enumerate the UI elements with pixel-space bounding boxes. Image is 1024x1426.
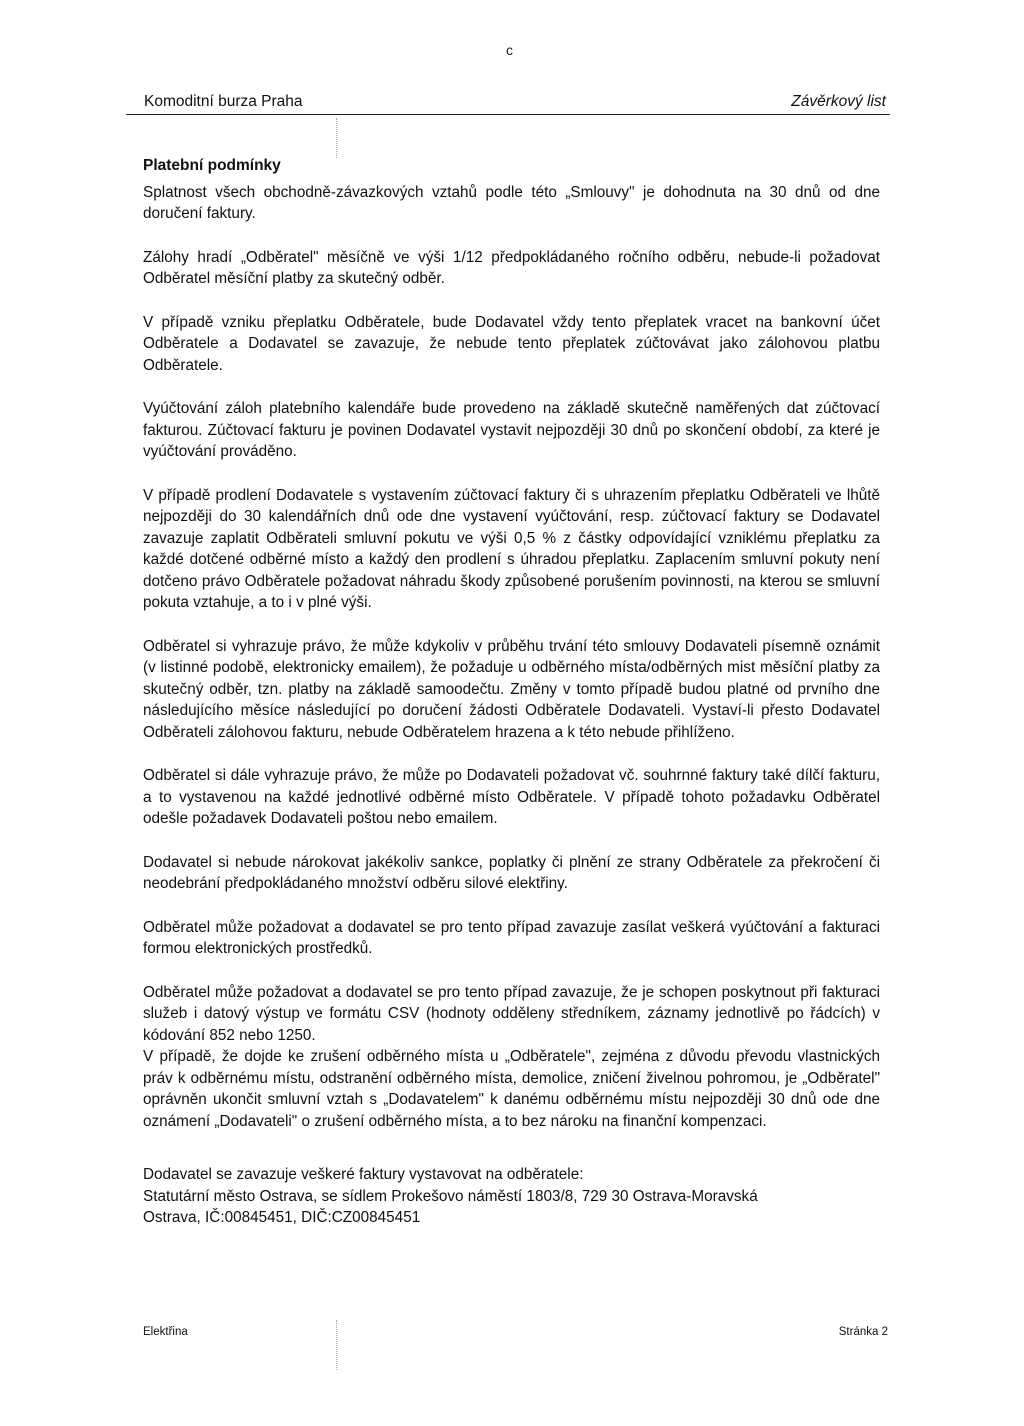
paragraph-payment-due: Splatnost všech obchodně-závazkových vztahů podle této „Smlouvy" je dohodnuta na 30 dnů od dne doručení faktury.: [143, 183, 880, 222]
scan-artifact-line: [336, 118, 337, 158]
header-right-text: Závěrkový list: [791, 93, 886, 110]
paragraph-advances: Zálohy hradí „Odběratel" měsíčně ve výši 1/12 předpokládaného ročního odběru, nebude-li požadovat Odběratel měsíční platby za skutečný odběr.: [143, 248, 880, 287]
scan-artifact-line: [336, 1320, 337, 1370]
section-title: Platební podmínky: [143, 157, 281, 174]
paragraph-monthly-payments: Odběratel si vyhrazuje právo, že může kdykoliv v průběhu trvání této smlouvy Dodavateli písemně oznámit (v listinné podobě, elektronicky emailem), že požaduje u odběrného místa/odběrných mist měsíční platby za skutečný odběr, tzn. platby na základě samoodečtu. Změny v tomto případě budou platné od prvního dne následujícího měsíce následující po doručení žádosti Odběratele Dodavateli. Vystaví-li přesto Dodavatel Odběrateli zálohovou fakturu, nebude Odběratelem hrazena a k této nebude přihlíženo.: [143, 637, 880, 741]
paragraph-no-sanctions: Dodavatel si nebude nárokovat jakékoliv sankce, poplatky či plnění ze strany Odběratele za překročení či neodebrání předpokládaného množství odběru silové elektřiny.: [143, 853, 880, 892]
paragraph-overpayment: V případě vzniku přeplatku Odběratele, bude Dodavatel vždy tento přeplatek vracet na bankovní účet Odběratele a Dodavatel se zavazuje, že nebude tento přeplatek zúčtovávat jako zálohovou platbu Odběratele.: [143, 313, 880, 374]
invoice-intro: Dodavatel se zavazuje veškeré faktury vystavovat na odběratele:: [143, 1166, 584, 1183]
invoice-address-block: [143, 1164, 880, 1229]
invoice-address-line: Statutární město Ostrava, se sídlem Prokešovo náměstí 1803/8, 729 30 Ostrava-Moravská: [143, 1187, 758, 1205]
paragraph-partial-invoices: Odběratel si dále vyhrazuje právo, že může po Dodavateli požadovat vč. souhrnné faktury také dílčí fakturu, a to vystavenou na každé jednotlivé odběrné místo Odběratele. V případě tohoto požadavku Odběratel odešle požadavek Dodavateli poštou nebo emailem.: [143, 767, 880, 827]
footer-page-number: Stránka 2: [838, 1326, 888, 1338]
document-body: [143, 155, 880, 1229]
paragraph-settlement: Vyúčtování záloh platebního kalendáře bude provedeno na základě skutečně naměřených dat zúčtovací fakturou. Zúčtovací fakturu je povinen Dodavatel vystavit nejpozději 30 dnů po skončení období, za které je vyúčtování prováděno.: [143, 400, 880, 460]
paragraph-csv-output: Odběratel může požadovat a dodavatel se pro tento případ zavazuje, že je schopen poskytnout při fakturaci služeb i datový výstup ve formátu CSV (hodnoty odděleny středníkem, záznamy jednotlivě po řádcích) v kódování 852 nebo 1250.: [143, 983, 880, 1044]
page-header: [126, 88, 890, 115]
footer-left-text: Elektřina: [143, 1326, 188, 1338]
paragraph-electronic-invoicing: Odběratel může požadovat a dodavatel se pro tento případ zavazuje zasílat veškerá vyúčtování a fakturaci formou elektronických prostředků.: [143, 918, 880, 957]
paragraph-termination: V případě, že dojde ke zrušení odběrného místa u „Odběratele", zejména z důvodu převodu vlastnických práv k odběrnému místu, odstranění odběrného místa, demolice, zničení živelnou pohromou, je „Odběratel" oprávněn ukončit smluvní vztah s „Dodavatelem" k danému odběrnému místu nejpozději 30 dnů ode dne oznámení „Dodavateli" o zrušení odběrného místa, a to bez nároku na finanční kompenzaci.: [143, 1048, 880, 1130]
corner-mark: c: [506, 42, 513, 58]
invoice-ids-line: Ostrava, IČ:00845451, DIČ:CZ00845451: [143, 1209, 421, 1226]
paragraph-delay-penalty: V případě prodlení Dodavatele s vystavením zúčtovací faktury či s uhrazením přeplatku Odběrateli ve lhůtě nejpozději do 30 kalendářních dnů ode dne vystavení vyúčtování, resp. zúčtovací faktury se Dodavatel zavazuje zaplatit Odběrateli smluvní pokutu ve výši 0,5 % z částky odpovídající vzniklému přeplatku za každé dotčené odběrné místo a každý den prodlení s úhradou přeplatku. Zaplacením smluvní pokuty není dotčeno právo Odběratele požadovat náhradu škody způsobené porušením povinnosti, na kterou se smluvní pokuta vztahuje, a to i v plné výši.: [143, 486, 880, 611]
header-left-text: Komoditní burza Praha: [144, 93, 303, 110]
